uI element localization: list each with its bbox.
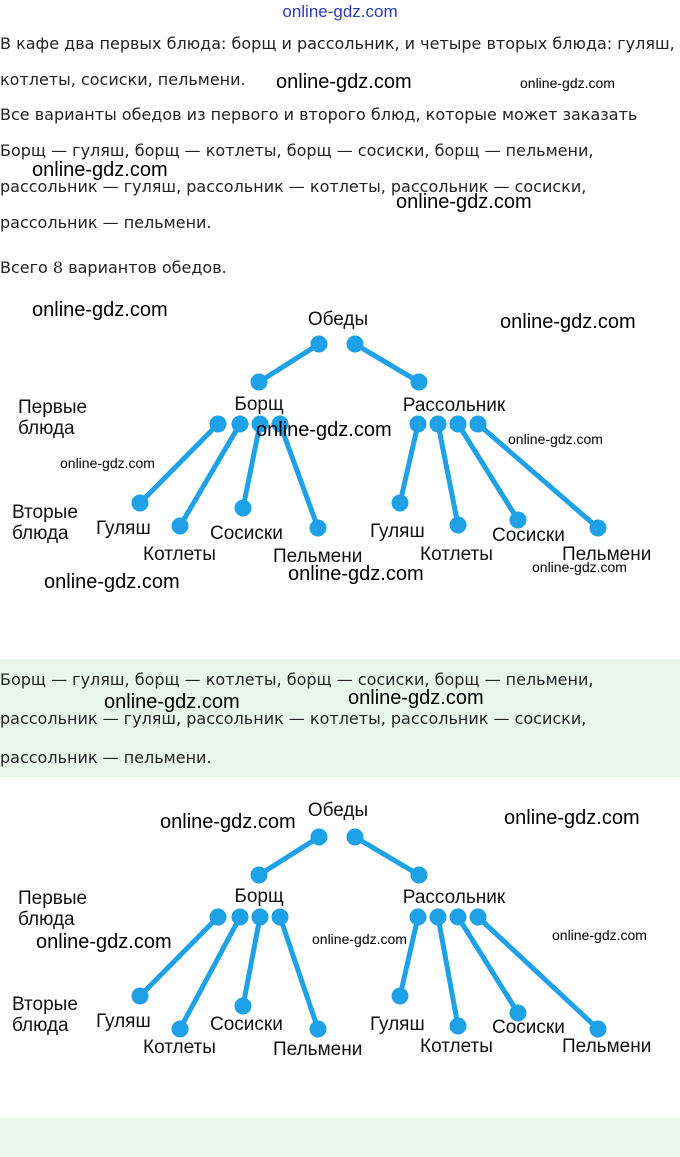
node-dot [234,911,246,923]
node-dot [253,869,265,881]
node-dot [134,497,146,509]
node-dot [413,869,425,881]
node-dot [254,911,266,923]
tree-root-label: Обеды [307,800,369,821]
total-suffix: вариантов обедов. [68,258,227,277]
node-dot [313,831,325,843]
tree-first-rassolnik: Рассольник [402,395,506,416]
watermark: online-gdz.com [36,931,172,953]
watermark: online-gdz.com [276,71,412,93]
node-dot [432,418,444,430]
node-dot [412,911,424,923]
node-dot [413,376,425,388]
node-dot [313,338,325,350]
watermark: online-gdz.com [32,159,168,181]
edge-rassolnik-gulash [400,917,418,996]
leaf-borsch-kotlety: Котлеты [143,1037,216,1058]
watermark: online-gdz.com [508,431,603,447]
node-dot [412,418,424,430]
node-dot [234,418,246,430]
level1-label-line1: Первые [18,888,88,909]
level1-label-line2: блюда [18,418,75,439]
leaf-rassolnik-pelmeni: Пельмени [562,544,652,565]
watermark: online-gdz.com [500,311,636,333]
edge-rassolnik-kotlety [438,917,458,1026]
total-count [0,258,227,277]
leaf-borsch-gulash: Гуляш [96,1011,151,1032]
watermark: online-gdz.com [44,571,180,593]
node-dot [312,1023,324,1035]
edge-borsch-kotlety [180,424,240,526]
variants-line-2: рассольник — гуляш, рассольник — котлеты, рассольник — сосиски, [0,177,587,196]
answer-line-1: Борщ — гуляш, борщ — котлеты, борщ — сосиски, борщ — пельмени, [0,670,594,689]
node-dot [274,911,286,923]
node-dot [174,1023,186,1035]
watermark: online-gdz.com [256,419,392,441]
node-dot [472,418,484,430]
leaf-rassolnik-gulash: Гуляш [370,1014,425,1035]
leaf-rassolnik-sosiski: Сосиски [492,525,565,546]
node-dot [452,1020,464,1032]
site-header-logo[interactable]: online-gdz.com [282,2,398,21]
variants-line-3: рассольник — пельмени. [0,213,212,232]
edge-borsch-kotlety [180,917,240,1029]
watermark: online-gdz.com [60,455,155,471]
node-dot [432,911,444,923]
total-number: 8 [52,258,64,277]
watermark: online-gdz.com [32,299,168,321]
node-dot [452,519,464,531]
level1-label-line2: блюда [18,909,75,930]
node-dot [452,418,464,430]
problem-text-line-2: котлеты, сосиски, пельмени. [0,70,246,89]
watermark: online-gdz.com [532,559,627,575]
level2-label-line1: Вторые [12,502,78,523]
tree-first-rassolnik: Рассольник [402,887,506,908]
node-dot [452,911,464,923]
node-dot [174,520,186,532]
node-dot [394,990,406,1002]
leaf-borsch-sosiski: Сосиски [210,523,283,544]
edge-rassolnik-sosiski [458,917,518,1013]
watermark: online-gdz.com [552,927,647,943]
node-dot [237,1000,249,1012]
answer-line-3: рассольник — пельмени. [0,748,212,767]
edge-rassolnik-gulash [400,424,418,503]
node-dot [472,911,484,923]
leaf-rassolnik-gulash: Гуляш [370,521,425,542]
node-dot [312,522,324,534]
leaf-borsch-sosiski: Сосиски [210,1014,283,1035]
tree-first-borsch: Борщ [234,886,284,907]
leaf-borsch-pelmeni: Пельмени [273,546,363,567]
leaf-rassolnik-kotlety: Котлеты [420,544,493,565]
bottom-answer-box [0,1118,680,1157]
level1-label-line1: Первые [18,397,88,418]
watermark: online-gdz.com [160,811,296,833]
watermark: online-gdz.com [520,75,615,91]
leaf-borsch-kotlety: Котлеты [143,544,216,565]
watermark: online-gdz.com [288,563,424,585]
edge-root-borsch [259,344,319,382]
edge-root-borsch [259,837,319,875]
node-dot [212,418,224,430]
node-dot [349,831,361,843]
problem-text-line-1: В кафе два первых блюда: борщ и рассольник, и четыре вторых блюда: гуляш, [0,34,675,53]
node-dot [134,990,146,1002]
answer-line-2: рассольник — гуляш, рассольник — котлеты, рассольник — сосиски, [0,709,587,728]
node-dot [394,497,406,509]
leaf-rassolnik-kotlety: Котлеты [420,1036,493,1057]
watermark: online-gdz.com [348,687,484,709]
level2-label-line1: Вторые [12,994,78,1015]
watermark: online-gdz.com [312,931,407,947]
variants-line-1: Борщ — гуляш, борщ — котлеты, борщ — сосиски, борщ — пельмени, [0,141,594,160]
edge-root-rassolnik [355,344,419,382]
edge-root-rassolnik [355,837,419,875]
edge-rassolnik-kotlety [438,424,458,525]
leaf-borsch-pelmeni: Пельмени [273,1039,363,1060]
watermark: online-gdz.com [396,191,532,213]
node-dot [592,522,604,534]
leaf-borsch-gulash: Гуляш [96,518,151,539]
node-dot [592,1023,604,1035]
total-prefix: Всего [0,258,48,277]
leaf-rassolnik-sosiski: Сосиски [492,1017,565,1038]
level2-label-line2: блюда [12,1015,69,1036]
node-dot [212,911,224,923]
tree-root-label: Обеды [307,309,369,330]
variants-intro: Все варианты обедов из первого и второго блюд, которые может заказать [0,105,638,124]
watermark: online-gdz.com [104,691,240,713]
node-dot [253,376,265,388]
tree-first-borsch: Борщ [234,394,284,415]
level2-label-line2: блюда [12,523,69,544]
leaf-rassolnik-pelmeni: Пельмени [562,1036,652,1057]
watermark: online-gdz.com [504,807,640,829]
edge-borsch-sosiski [243,917,260,1006]
node-dot [349,338,361,350]
node-dot [237,502,249,514]
